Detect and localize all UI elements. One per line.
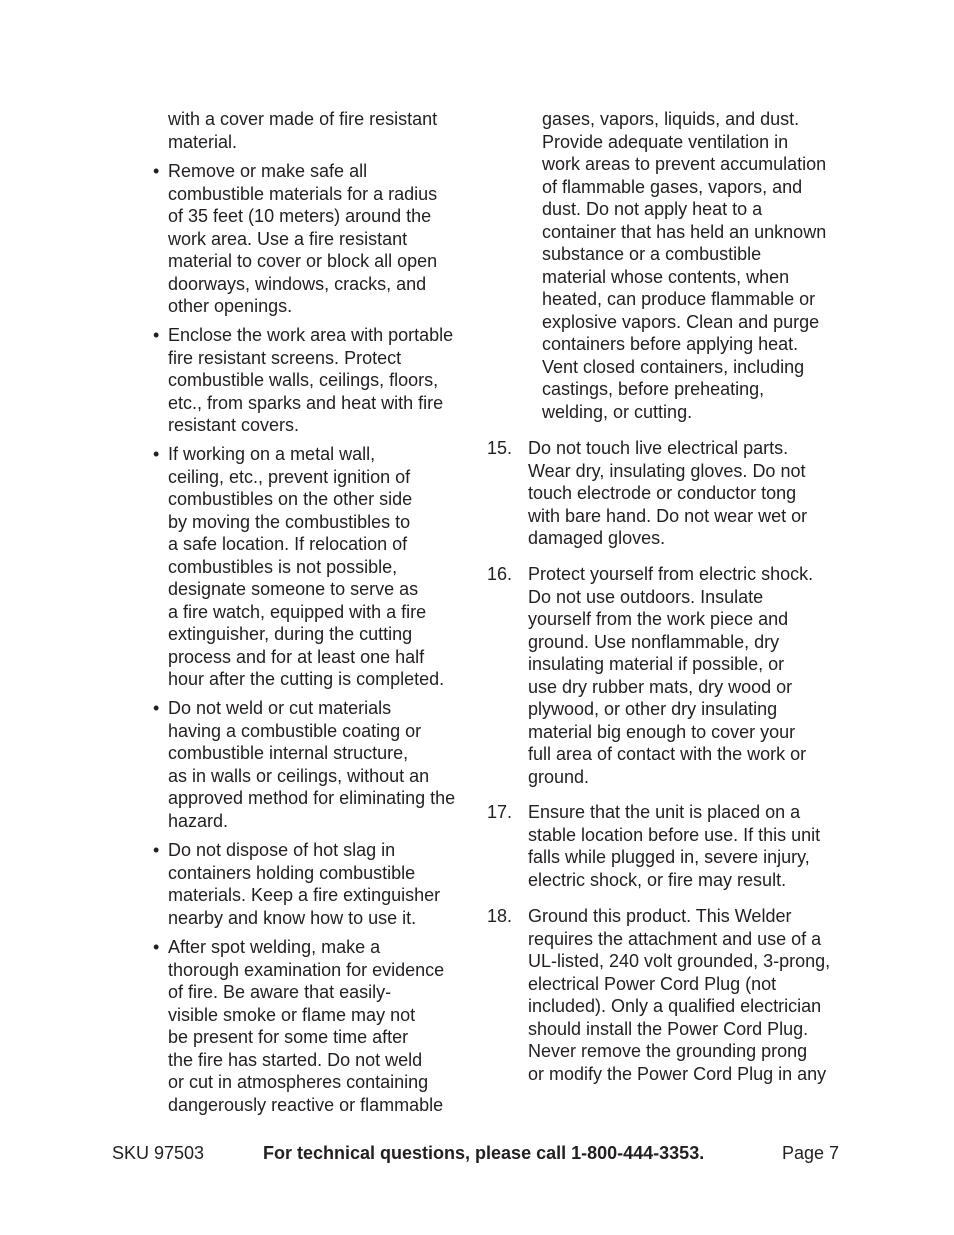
text-line: welding, or cutting. (542, 401, 693, 422)
text-line: other openings. (168, 296, 293, 316)
text-line: should install the Power Cord Plug. (528, 1018, 809, 1039)
text-line: dust. Do not apply heat to a (542, 199, 763, 219)
bullet-item-enclose-work-area (168, 324, 453, 437)
text-line: or cut in atmospheres containing (168, 1072, 429, 1092)
text-line: Do not dispose of hot slag in (168, 840, 396, 860)
text-line: Ground this product. This Welder (528, 906, 792, 926)
text-line: requires the attachment and use of a (528, 928, 822, 949)
text-line: as in walls or ceilings, without an (168, 765, 430, 786)
right-continuation-text (542, 108, 826, 423)
item-number: 17. (487, 802, 513, 822)
item-number: 18. (487, 906, 513, 926)
text-line: use dry rubber mats, dry wood or (528, 676, 793, 697)
bullet-marker: • (153, 325, 160, 345)
text-line: castings, before preheating, (542, 379, 765, 399)
text-line: material. (168, 131, 238, 152)
text-line: containers holding combustible (168, 862, 416, 883)
text-line: ceiling, etc., prevent ignition of (168, 466, 411, 487)
text-line: or modify the Power Cord Plug in any (528, 1063, 827, 1084)
text-line: work areas to prevent accumulation (542, 154, 827, 174)
text-line: full area of contact with the work or (528, 744, 807, 764)
text-line: combustibles is not possible, (168, 556, 398, 577)
text-line: with a cover made of fire resistant (168, 109, 438, 129)
text-line: combustible materials for a radius (168, 183, 438, 204)
text-line: combustible walls, ceilings, floors, (168, 370, 439, 390)
text-line: ground. (528, 766, 590, 787)
text-line: visible smoke or flame may not (168, 1004, 416, 1025)
text-line: work area. Use a fire resistant (168, 228, 408, 249)
bullet-item-metal-wall (168, 443, 444, 691)
numbered-item-17 (528, 801, 820, 891)
text-line: Do not weld or cut materials (168, 698, 392, 718)
bullet-marker: • (153, 937, 160, 957)
text-line: resistant covers. (168, 415, 300, 435)
text-line: ground. Use nonflammable, dry (528, 631, 780, 652)
text-line: process and for at least one half (168, 646, 425, 667)
text-line: material big enough to cover your (528, 721, 796, 742)
text-line: hour after the cutting is completed. (168, 669, 445, 689)
bullet-item-hot-slag (168, 839, 440, 929)
text-line: a safe location. If relocation of (168, 534, 408, 554)
text-line: falls while plugged in, severe injury, (528, 847, 810, 867)
text-line: hazard. (168, 810, 229, 831)
bullet-marker: • (153, 840, 160, 860)
text-line: Wear dry, insulating gloves. Do not (528, 460, 806, 481)
text-line: touch electrode or conductor tong (528, 483, 797, 503)
text-line: Do not use outdoors. Insulate (528, 586, 764, 607)
text-line: Enclose the work area with portable (168, 325, 454, 345)
bullet-marker: • (153, 444, 160, 464)
text-line: doorways, windows, cracks, and (168, 273, 427, 294)
text-line: material to cover or block all open (168, 251, 438, 271)
text-line: Remove or make safe all (168, 161, 368, 181)
text-line: Vent closed containers, including (542, 356, 805, 377)
text-line: combustibles on the other side (168, 489, 413, 509)
text-line: having a combustible coating or (168, 720, 422, 741)
text-line: If working on a metal wall, (168, 444, 376, 464)
item-number: 15. (487, 438, 513, 458)
bullet-item-remove-combustibles (168, 160, 437, 318)
text-line: damaged gloves. (528, 528, 666, 548)
text-line: a fire watch, equipped with a fire (168, 601, 427, 622)
text-line: nearby and know how to use it. (168, 907, 417, 928)
text-line: be present for some time after (168, 1027, 409, 1047)
text-line: heated, can produce flammable or (542, 289, 816, 309)
text-line: with bare hand. Do not wear wet or (528, 505, 808, 526)
text-line: extinguisher, during the cutting (168, 624, 413, 644)
text-line: fire resistant screens. Protect (168, 347, 402, 368)
text-line: thorough examination for evidence (168, 959, 445, 980)
text-line: approved method for eliminating the (168, 788, 456, 808)
text-line: combustible internal structure, (168, 743, 409, 763)
text-line: insulating material if possible, or (528, 654, 785, 674)
text-line: designate someone to serve as (168, 579, 419, 599)
text-line: of fire. Be aware that easily- (168, 982, 392, 1002)
text-line: material whose contents, when (542, 266, 790, 287)
text-line: dangerously reactive or flammable (168, 1094, 444, 1115)
bullet-item-after-spot-welding (168, 936, 444, 1116)
text-line: the fire has started. Do not weld (168, 1049, 423, 1070)
text-line: Provide adequate ventilation in (542, 131, 789, 152)
text-line: Never remove the grounding prong (528, 1041, 808, 1061)
bullet-marker: • (153, 698, 160, 718)
footer-support-line: For technical questions, please call 1-800-444-3353. (263, 1143, 705, 1163)
text-line: stable location before use. If this unit (528, 824, 821, 845)
text-line: yourself from the work piece and (528, 609, 789, 629)
left-intro-text (168, 108, 437, 153)
text-line: included). Only a qualified electrician (528, 996, 822, 1016)
text-line: electrical Power Cord Plug (not (528, 973, 777, 994)
text-line: gases, vapors, liquids, and dust. (542, 109, 800, 129)
text-line: After spot welding, make a (168, 937, 381, 957)
numbered-item-16 (528, 563, 813, 788)
numbered-item-18 (528, 905, 830, 1085)
text-line: Do not touch live electrical parts. (528, 438, 789, 458)
text-line: of 35 feet (10 meters) around the (168, 206, 432, 226)
bullet-marker: • (153, 161, 160, 181)
text-line: explosive vapors. Clean and purge (542, 311, 820, 332)
text-line: substance or a combustible (542, 244, 762, 264)
text-line: containers before applying heat. (542, 334, 799, 354)
numbered-item-15 (528, 437, 807, 550)
text-line: by moving the combustibles to (168, 511, 411, 532)
item-number: 16. (487, 564, 513, 584)
text-line: container that has held an unknown (542, 221, 827, 242)
text-line: materials. Keep a fire extinguisher (168, 885, 441, 905)
text-line: UL-listed, 240 volt grounded, 3-prong, (528, 951, 831, 971)
bullet-item-combustible-coating (168, 697, 455, 832)
text-line: plywood, or other dry insulating (528, 699, 778, 719)
footer-sku: SKU 97503 (112, 1143, 205, 1163)
text-line: Ensure that the unit is placed on a (528, 802, 801, 822)
text-line: of flammable gases, vapors, and (542, 176, 803, 197)
text-line: Protect yourself from electric shock. (528, 564, 814, 584)
text-line: etc., from sparks and heat with fire (168, 392, 444, 413)
footer-page-number: Page 7 (782, 1143, 840, 1163)
text-line: electric shock, or fire may result. (528, 869, 787, 890)
